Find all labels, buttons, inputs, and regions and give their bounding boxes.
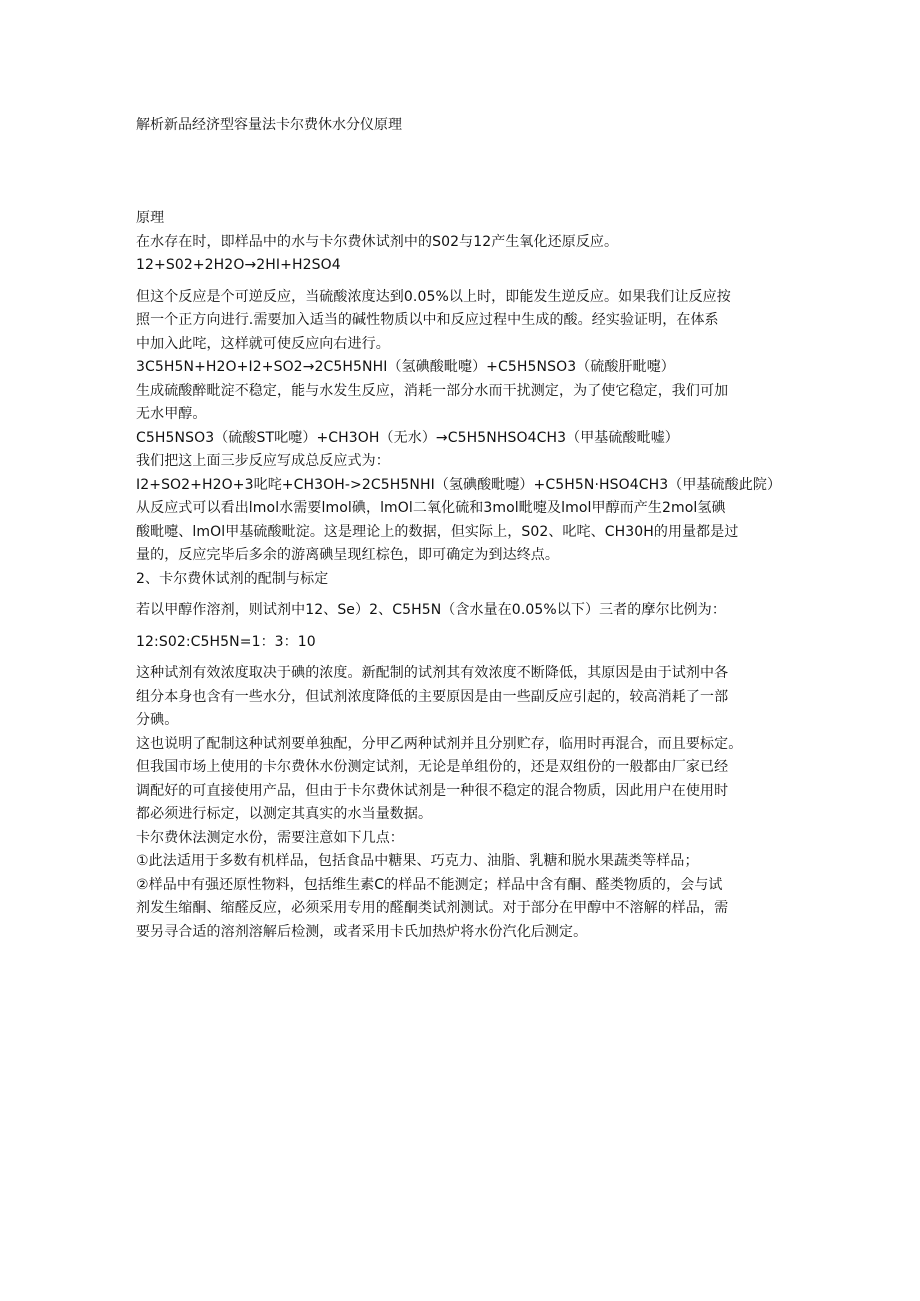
body-text-line: 剂发生缩酮、缩醛反应，必须采用专用的醛酮类试剂测试。对于部分在甲醇中不溶解的样品，需 (136, 900, 729, 916)
body-text-line: 但这个反应是个可逆反应，当硫酸浓度达到0.05%以上时，即能发生逆反应。如果我们让反应按 (136, 288, 731, 305)
body-text-line: 调配好的可直接使用产品，但由于卡尔费休试剂是一种很不稳定的混合物质，因此用户在使用时 (136, 782, 729, 799)
body-text-line: 这也说明了配制这种试剂要单独配，分甲乙两种试剂并且分别贮存，临用时再混合，而且要标定。 (136, 735, 743, 752)
body-text-line: 都必须进行标定，以测定其真实的水当量数据。 (136, 806, 433, 822)
body-text-line: 但我国市场上使用的卡尔费休水份测定试剂，无论是单组份的，还是双组份的一般都由厂家已经 (136, 759, 729, 775)
body-text-line: 组分本身也含有一些水分，但试剂浓度降低的主要原因是由一些副反应引起的，较高消耗了一部 (136, 688, 729, 705)
document-title: 解析新品经济型容量法卡尔费休水分仪原理 (136, 117, 402, 133)
body-text-line: 无水甲醇。 (136, 406, 207, 422)
body-text-line: 量的，反应完毕后多余的游离碘呈现红棕色，即可确定为到达终点。 (136, 547, 559, 563)
body-text-line: ②样品中有强还原性物料，包括维生素C的样品不能测定；样品中含有酮、醛类物质的，会与试 (136, 876, 723, 893)
body-text-line: 3C5H5N+H2O+I2+SO2→2C5H5NHI（氢碘酸毗嚏）+C5H5NSO3（硫酸肝毗嚏） (136, 359, 675, 375)
body-text-line: 12+S02+2H2O→2HI+H2SO4 (136, 257, 341, 273)
body-text-line: 若以甲醇作溶剂，则试剂中12、Se）2、C5H5N（含水量在0.05%以下）三者的摩尔比例为： (136, 602, 726, 618)
body-text-line: 照一个正方向进行.需要加入适当的碱性物质以中和反应过程中生成的酸。经实验证明，在体系 (136, 312, 719, 328)
document-body (136, 207, 788, 944)
body-text-line: 酸毗嚏、lmOl甲基硫酸毗淀。这是理论上的数据，但实际上，S02、叱咤、CH30H的用量都是过 (136, 523, 739, 540)
body-text-line: 这种试剂有效浓度取决于碘的浓度。新配制的试剂其有效浓度不断降低，其原因是由于试剂中各 (136, 665, 729, 681)
body-text-line: 在水存在时，即样品中的水与卡尔费休试剂中的S02与12产生氧化还原反应。 (136, 233, 619, 250)
body-text-line: 12:S02:C5H5N=1：3：10 (136, 633, 316, 650)
section-heading: 原理 (136, 210, 165, 226)
body-text-line: 中加入此咤，这样就可使反应向右进行。 (136, 335, 390, 352)
body-text-line: 生成硫酸醉毗淀不稳定，能与水发生反应，消耗一部分水而干扰测定，为了使它稳定，我们可加 (136, 382, 729, 399)
body-text-line: 分碘。 (136, 712, 179, 728)
body-text-line: 要另寻合适的溶剂溶解后检测，或者采用卡氏加热炉将水份汽化后测定。 (136, 923, 588, 940)
body-text-line: 我们把这上面三步反应写成总反应式为： (136, 453, 390, 469)
body-text-line: I2+SO2+H2O+3叱咤+CH3OH->2C5H5NHI（氢碘酸毗嚏）+C5H5N·HSO4CH3（甲基硫酸此院） (136, 476, 782, 493)
body-text-line: ①此法适用于多数有机样品，包括食品中糖果、巧克力、油脂、乳糖和脱水果蔬类等样品； (136, 853, 699, 869)
body-text-line: 卡尔费休法测定水份，需要注意如下几点： (136, 829, 404, 846)
body-text-line: 从反应式可以看出lmol水需要lmol碘，lmOl二氧化硫和3mol毗嚏及lmol甲醇而产生2mol氢碘 (136, 500, 726, 516)
body-text-line: 2、卡尔费休试剂的配制与标定 (136, 570, 329, 587)
body-text-line: C5H5NSO3（硫酸ST叱嚏）+CH3OH（无水）→C5H5NHSO4CH3（甲基硫酸毗嘘） (136, 429, 679, 446)
